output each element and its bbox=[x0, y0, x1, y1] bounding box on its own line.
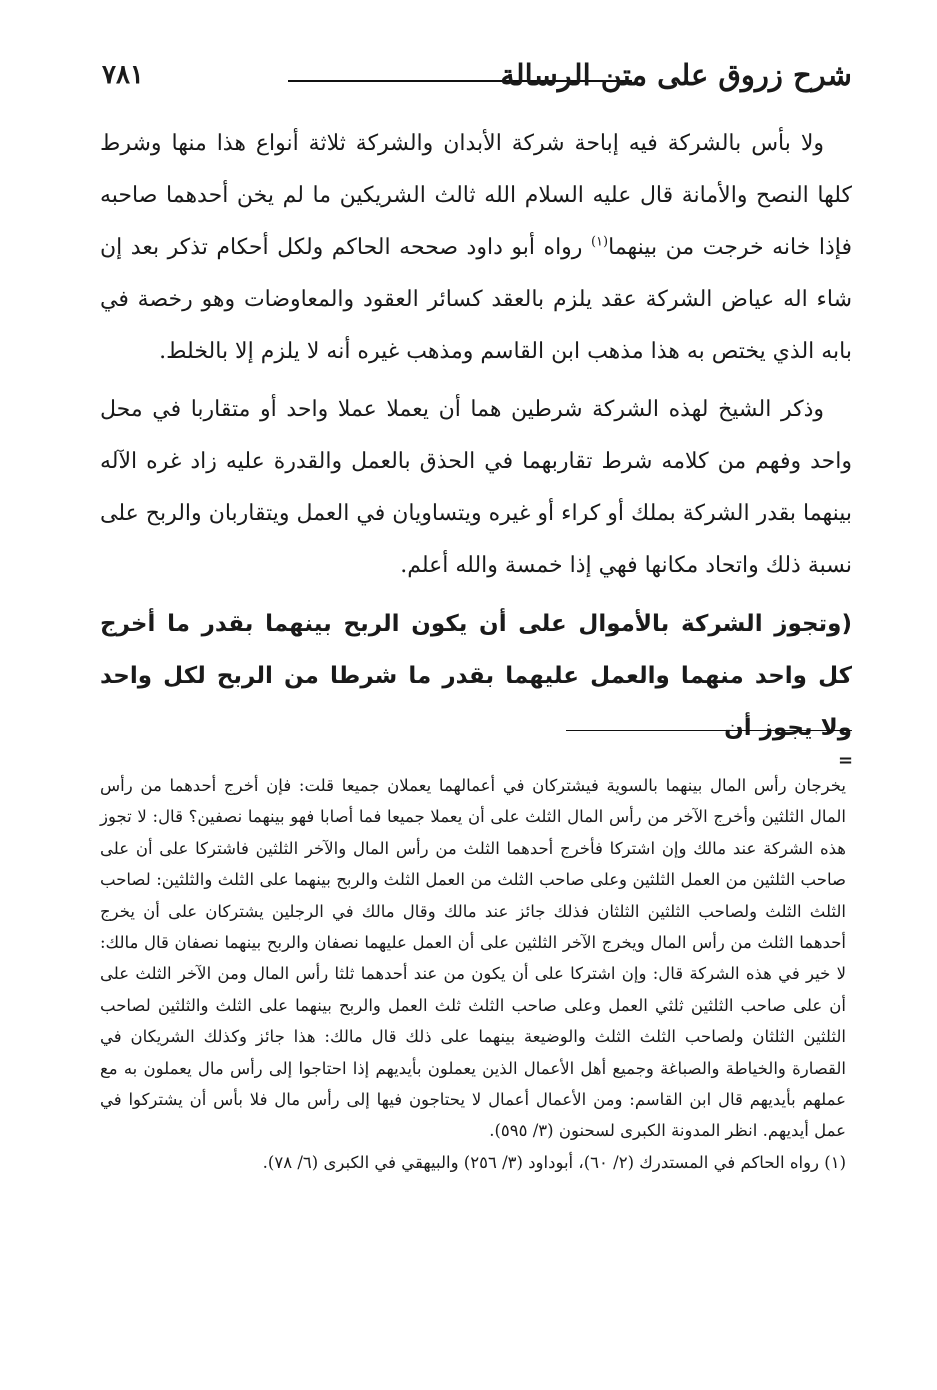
footnote-continued: يخرجان رأس المال بينهما بالسوية فيشتركان في أعمالهما يعملان جميعا قلت: فإن أخرج أحدهما من رأس المال الثلثين وأخرج الآخر من رأس المال الثلث على أن يعملا جميعا فما أصابا فهو بينهما نصفين؟ قال: لا تجوز هذه الشركة عند مالك وإن اشتركا فأخرج أحدهما الثلث من رأس المال والآخر الثلثين فاشتركا على أن على صاحب الثلثين من العمل الثلثين وعلى صاحب الثلث من العمل الثلث والربح بينهما على الثلث والثلثين: لصاحب الثلث الثلث ولصاحب الثلثين الثلثان فذلك جائز عند مالك وقال مالك في الرجلين يشتركان على أن يخرج أحدهما الثلث من رأس المال ويخرج الآخر الثلثين على أن العمل عليهما نصفان والربح بينهما نصفان قال مالك: لا خير في هذه الشركة قال: وإن اشتركا على أن يكون من عند أحدهما ثلثا رأس المال ومن الآخر الثلث على أن على صاحب الثلثين ثلثي العمل وعلى صاحب الثلث ثلث العمل والربح بينهما على الثلث والثلثين لصاحب الثلثين الثلثان ولصاحب الثلث الثلث والوضيعة بينهما على ذلك قال مالك: هذا جائز وكذلك الشريكان في القصارة والخياطة والصباغة وجميع أهل الأعمال الذين يعملون بأيديهم إذا احتاجوا إلى رأس مال يعملون به مع عملهم بأيديهم قال ابن القاسم: ومن الأعمال أعمال لا يحتاجون فيها إلى رأس مال فلا بأس أن يشتركوا في عمل أيديهم. انظر المدونة الكبرى لسحنون (٣/ ٥٩٥). bbox=[100, 776, 846, 1141]
footnotes bbox=[100, 770, 846, 1178]
paragraph-1-rest: رواه أبو داود صححه الحاكم ولكل أحكام تذكر بعد إن شاء اله عياض الشركة عقد يلزم بالعقد كسائر العقود والمعاوضات وهو رخصة في بابه الذي يختص به هذا مذهب ابن القاسم ومذهب غيره أنه لا يلزم إلا بالخلط. bbox=[100, 235, 852, 364]
book-title: شرح زروق على متن الرسالة bbox=[500, 58, 852, 92]
footnote-rule bbox=[566, 730, 852, 731]
paragraph-1-text: ولا بأس بالشركة فيه إباحة شركة الأبدان والشركة ثلاثة أنواع هذا منها وشرط كلها النصح والأمانة قال عليه السلام الله ثالث الشريكين ما لم يخن أحدهما صاحبه فإذا خانه خرجت من بينهما bbox=[100, 131, 853, 260]
footnote-ref-1: (١) bbox=[590, 234, 609, 250]
page-number: ٧٨١ bbox=[102, 60, 144, 90]
matn-text: (وتجوز الشركة بالأموال على أن يكون الربح بينهما بقدر ما أخرج كل واحد منهما والعمل عليهما بقدر ما شرطا من الربح لكل واحد ولا يجوز أن bbox=[100, 611, 852, 741]
footnote-1: (١) رواه الحاكم في المستدرك (٢/ ٦٠)، أبوداود (٣/ ٢٥٦) والبيهقي في الكبرى (٦/ ٧٨). bbox=[262, 1152, 846, 1172]
main-text bbox=[100, 118, 852, 754]
paragraph-1 bbox=[100, 118, 852, 378]
running-header bbox=[100, 58, 852, 106]
paragraph-2: وذكر الشيخ لهذه الشركة شرطين هما أن يعملا عملا واحد أو متقاربا في محل واحد وفهم من كلامه شرط تقاربهما في الحذق بالعمل والقدرة عليه زاد غره الآله بينهما بقدر الشركة بملك أو كراء أو غيره ويتساويان في العمل ويتقاربان والربح على نسبة ذلك واتحاد مكانها فهي إذا خمسة والله أعلم. bbox=[100, 397, 852, 578]
footnote-continuation-mark: = bbox=[838, 750, 854, 771]
